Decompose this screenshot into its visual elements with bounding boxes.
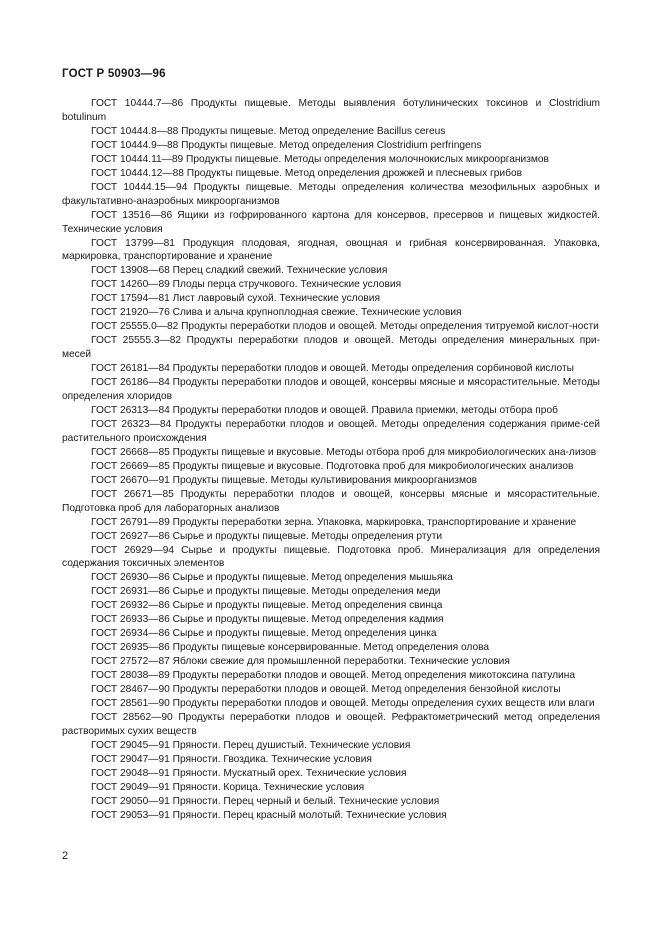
reference-item: ГОСТ 29049—91 Пряности. Корица. Технические условия (91, 781, 365, 793)
reference-item: ГОСТ 26791—89 Продукты переработки зерна. Упаковка, маркировка, транспортирование и хранение (91, 516, 577, 528)
reference-item: ГОСТ 26181—84 Продукты переработки плодов и овощей. Методы определения сорбиновой кислоты (91, 363, 574, 375)
reference-item: ГОСТ 10444.12—88 Продукты пищевые. Метод определения дрожжей и плесневых грибов (91, 167, 523, 179)
reference-item: ГОСТ 14260—89 Плоды перца стручкового. Технические условия (91, 279, 402, 291)
reference-item: ГОСТ 17594—81 Лист лавровый сухой. Технические условия (91, 293, 381, 305)
references-list (62, 97, 600, 823)
reference-item: ГОСТ 28038—89 Продукты переработки плодов и овощей. Метод определения микотоксина патулина (91, 670, 576, 682)
reference-item: ГОСТ 10444.8—88 Продукты пищевые. Метод определение Bacillus cereus (91, 125, 446, 137)
reference-item: ГОСТ 28467—90 Продукты переработки плодов и овощей. Метод определения бензойной кислоты (91, 684, 561, 696)
reference-item: ГОСТ 21920—76 Слива и алыча крупноплодная свежие. Технические условия (91, 307, 462, 319)
reference-item: ГОСТ 26933—86 Сырье и продукты пищевые. Метод определения кадмия (91, 614, 444, 626)
reference-item: ГОСТ 27572—87 Яблоки свежие для промышленной переработки. Технические условия (91, 656, 510, 668)
reference-item: ГОСТ 13799—81 Продукция плодовая, ягодная, овощная и грибная консервированная. Упаковка, маркировка, транспортирование и хранение (62, 237, 600, 263)
reference-item: ГОСТ 29048—91 Пряности. Мускатный орех. Технические условия (91, 767, 407, 779)
reference-item: ГОСТ 25555.0—82 Продукты переработки плодов и овощей. Методы определения титруемой кислот-ности (91, 321, 599, 333)
reference-item: ГОСТ 26932—86 Сырье и продукты пищевые. Метод определения свинца (91, 600, 443, 612)
reference-item: ГОСТ 29045—91 Пряности. Перец душистый. Технические условия (91, 739, 411, 751)
reference-item: ГОСТ 26927—86 Сырье и продукты пищевые. Методы определения ртути (91, 530, 443, 542)
reference-item: ГОСТ 10444.11—89 Продукты пищевые. Методы определения молочнокислых микроорганизмов (91, 153, 549, 165)
reference-item: ГОСТ 10444.9—88 Продукты пищевые. Метод определения Clostridium perfringens (91, 139, 482, 151)
reference-item: ГОСТ 26934—86 Сырье и продукты пищевые. Метод определения цинка (91, 628, 437, 640)
reference-item: ГОСТ 26935—86 Продукты пищевые консервированные. Метод определения олова (91, 642, 490, 654)
document-header: ГОСТ Р 50903—96 (62, 68, 166, 80)
page-number: 2 (62, 850, 69, 862)
reference-item: ГОСТ 26670—91 Продукты пищевые. Методы культивирования микроорганизмов (91, 474, 478, 486)
reference-item: ГОСТ 26930—86 Сырье и продукты пищевые. Метод определения мышьяка (91, 572, 453, 584)
reference-item: ГОСТ 29053—91 Пряности. Перец красный молотый. Технические условия (91, 809, 447, 821)
reference-item: ГОСТ 28562—90 Продукты переработки плодов и овощей. Рефрактометрический метод определения растворимых сухих веществ (62, 711, 600, 737)
reference-item: ГОСТ 13908—68 Перец сладкий свежий. Технические условия (91, 265, 388, 277)
reference-item: ГОСТ 28561—90 Продукты переработки плодов и овощей. Методы определения сухих веществ или влаги (91, 697, 595, 709)
reference-item: ГОСТ 29047—91 Пряности. Гвоздика. Технические условия (91, 753, 372, 765)
reference-item: ГОСТ 26669—85 Продукты пищевые и вкусовые. Подготовка проб для микробиологических анализов (91, 460, 574, 472)
reference-item: ГОСТ 26323—84 Продукты переработки плодов и овощей. Методы определения содержания приме-сей растительного происхождения (62, 418, 600, 444)
reference-item: ГОСТ 13516—86 Ящики из гофрированного картона для консервов, пресервов и пищевых жидкостей. Технические условия (62, 209, 600, 235)
reference-item: ГОСТ 26668—85 Продукты пищевые и вкусовые. Методы отбора проб для микробиологических ана-лизов (91, 446, 597, 458)
reference-item: ГОСТ 26671—85 Продукты переработки плодов и овощей, консервы мясные и мясорастительные. Подготовка проб для лабораторных анализов (62, 488, 600, 514)
reference-item: ГОСТ 26313—84 Продукты переработки плодов и овощей. Правила приемки, методы отбора проб (91, 404, 558, 416)
reference-item: ГОСТ 26931—86 Сырье и продукты пищевые. Методы определения меди (91, 586, 441, 598)
reference-item: ГОСТ 26186—84 Продукты переработки плодов и овощей, консервы мясные и мясорастительные. Методы определения хлоридов (62, 377, 600, 403)
reference-item: ГОСТ 26929—94 Сырье и продукты пищевые. Подготовка проб. Минерализация для определения содержания токсичных элементов (62, 544, 600, 570)
reference-item: ГОСТ 29050—91 Пряности. Перец черный и белый. Технические условия (91, 795, 440, 807)
reference-item: ГОСТ 25555.3—82 Продукты переработки плодов и овощей. Методы определения минеральных при-месей (62, 335, 600, 361)
reference-item: ГОСТ 10444.7—86 Продукты пищевые. Методы выявления ботулинических токсинов и Clostridium botulinum (62, 98, 600, 123)
reference-item: ГОСТ 10444.15—94 Продукты пищевые. Методы определения количества мезофильных аэробных и факультативно-анаэробных микроорганизмов (62, 181, 600, 207)
